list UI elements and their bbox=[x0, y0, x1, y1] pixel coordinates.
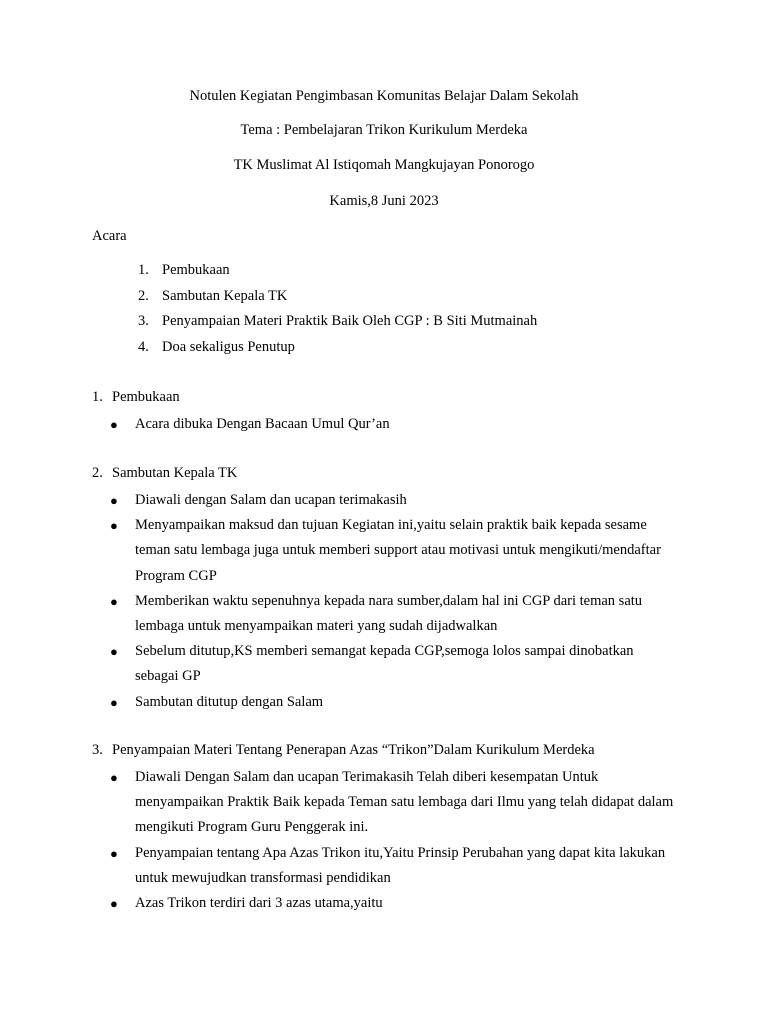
bullet-text: Diawali dengan Salam dan ucapan terimakasih bbox=[135, 492, 407, 508]
bullet-icon: ● bbox=[110, 518, 118, 534]
bullet-text: Penyampaian tentang Apa Azas Trikon itu,Yaitu Prinsip Perubahan yang dapat kita lakukan untuk mewujudkan transformasi pendidikan bbox=[135, 844, 666, 886]
agenda-list bbox=[138, 260, 537, 362]
school-name: TK Muslimat Al Istiqomah Mangkujayan Ponorogo bbox=[233, 157, 535, 173]
section-number: 3. bbox=[92, 742, 103, 758]
section-opening bbox=[92, 387, 692, 437]
section-number: 1. bbox=[92, 389, 103, 405]
bullet-item bbox=[92, 412, 680, 437]
bullet-icon: ● bbox=[110, 593, 118, 609]
bullet-text: Acara dibuka Dengan Bacaan Umul Qur’an bbox=[135, 416, 390, 432]
section-title-text: Penyampaian Materi Tentang Penerapan Azas “Trikon”Dalam Kurikulum Merdeka bbox=[112, 742, 595, 758]
bullet-item bbox=[92, 765, 680, 841]
section-number: 2. bbox=[92, 465, 103, 481]
bullet-text: Azas Trikon terdiri dari 3 azas utama,yaitu bbox=[135, 895, 383, 912]
agenda-item bbox=[138, 311, 537, 337]
agenda-item-number: 4. bbox=[138, 338, 149, 355]
bullet-icon: ● bbox=[110, 896, 118, 912]
bullet-list bbox=[92, 765, 692, 916]
bullet-text: Menyampaikan maksud dan tujuan Kegiatan ini,yaitu selain praktik baik kepada sesame teman satu lembaga juga untuk memberi support atau motivasi untuk mengikuti/mendaftar Program CGP bbox=[135, 517, 661, 584]
bullet-icon: ● bbox=[110, 694, 118, 710]
section-title-text: Sambutan Kepala TK bbox=[112, 465, 238, 481]
bullet-item bbox=[92, 513, 680, 589]
document-theme: Tema : Pembelajaran Trikon Kurikulum Merdeka bbox=[240, 122, 528, 138]
bullet-text: Diawali Dengan Salam dan ucapan Terimakasih Telah diberi kesempatan Untuk menyampaikan Praktik Baik kepada Teman satu lembaga dari Ilmu yang telah didapat dalam mengikuti Program Guru Penggerak ini. bbox=[135, 769, 674, 836]
bullet-icon: ● bbox=[110, 493, 118, 508]
agenda-item-text: Pembukaan bbox=[162, 262, 230, 278]
agenda-item-text: Sambutan Kepala TK bbox=[162, 287, 288, 304]
agenda-item-number: 1. bbox=[138, 262, 149, 278]
bullet-icon: ● bbox=[110, 417, 118, 432]
bullet-text: Sebelum ditutup,KS memberi semangat kepada CGP,semoga lolos sampai dinobatkan sebagai GP bbox=[135, 643, 634, 685]
agenda-item-number: 2. bbox=[138, 287, 149, 304]
meeting-date: Kamis,8 Juni 2023 bbox=[329, 193, 439, 209]
section-title bbox=[92, 463, 692, 488]
section-title bbox=[92, 387, 692, 412]
agenda-item-text: Doa sekaligus Penutup bbox=[162, 338, 295, 355]
document-title: Notulen Kegiatan Pengimbasan Komunitas Belajar Dalam Sekolah bbox=[189, 88, 579, 104]
section-material-presentation bbox=[92, 740, 692, 916]
bullet-item bbox=[92, 891, 680, 916]
bullet-item bbox=[92, 690, 680, 715]
agenda-label: Acara bbox=[92, 228, 127, 244]
bullet-icon: ● bbox=[110, 644, 118, 660]
bullet-text: Sambutan ditutup dengan Salam bbox=[135, 693, 324, 710]
agenda-item bbox=[138, 337, 537, 363]
bullet-text: Memberikan waktu sepenuhnya kepada nara sumber,dalam hal ini CGP dari teman satu lembaga untuk menyampaikan materi yang sudah dijadwalkan bbox=[135, 592, 643, 635]
bullet-list bbox=[92, 412, 692, 437]
section-title bbox=[92, 740, 692, 765]
section-principal-speech bbox=[92, 463, 692, 715]
bullet-list bbox=[92, 488, 692, 715]
bullet-item bbox=[92, 589, 680, 639]
bullet-item bbox=[92, 841, 680, 891]
agenda-item-text: Penyampaian Materi Praktik Baik Oleh CGP : B Siti Mutmainah bbox=[162, 313, 538, 329]
agenda-item bbox=[138, 260, 537, 286]
bullet-item bbox=[92, 488, 680, 513]
bullet-icon: ● bbox=[110, 770, 118, 785]
section-title-text: Pembukaan bbox=[112, 389, 180, 405]
bullet-icon: ● bbox=[110, 845, 118, 861]
agenda-item bbox=[138, 286, 537, 312]
bullet-item bbox=[92, 639, 680, 689]
agenda-item-number: 3. bbox=[138, 313, 149, 329]
